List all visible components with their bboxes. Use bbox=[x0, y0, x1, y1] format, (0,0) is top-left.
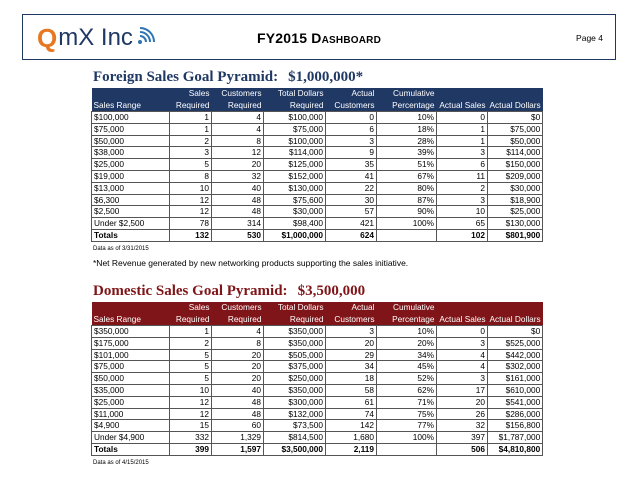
table-cell: $98,400 bbox=[264, 218, 326, 230]
table-cell: 58 bbox=[326, 384, 377, 396]
table-cell: $152,000 bbox=[264, 170, 326, 182]
table-cell: 3 bbox=[170, 147, 212, 159]
table-cell: 2 bbox=[170, 337, 212, 349]
table-cell: 26 bbox=[437, 408, 488, 420]
table-cell: 20 bbox=[212, 373, 264, 385]
table-row bbox=[92, 170, 543, 182]
column-header: Cumulative bbox=[377, 88, 437, 99]
table-cell: $541,000 bbox=[488, 396, 543, 408]
table-cell: $132,000 bbox=[264, 408, 326, 420]
table-cell: $2,500 bbox=[92, 206, 170, 218]
table-cell: $18,900 bbox=[488, 194, 543, 206]
table-cell: 10 bbox=[170, 182, 212, 194]
table-cell: 5 bbox=[170, 349, 212, 361]
table-row bbox=[92, 361, 543, 373]
header-row bbox=[92, 302, 543, 313]
table-cell: $0 bbox=[488, 326, 543, 338]
table-row bbox=[92, 112, 543, 124]
table-cell: 45% bbox=[377, 361, 437, 373]
column-header: Actual Dollars bbox=[489, 314, 541, 324]
table-cell: 18% bbox=[377, 123, 437, 135]
table-row bbox=[92, 420, 543, 432]
table-cell: 51% bbox=[377, 159, 437, 171]
totals-cell: 624 bbox=[326, 229, 377, 241]
totals-cell: Totals bbox=[92, 443, 170, 455]
table-cell: $161,000 bbox=[488, 373, 543, 385]
table-cell: $505,000 bbox=[264, 349, 326, 361]
table-cell: 12 bbox=[212, 147, 264, 159]
table-cell: $286,000 bbox=[488, 408, 543, 420]
table-cell: $25,000 bbox=[92, 396, 170, 408]
foreign-data-date: Data as of 3/31/2015 bbox=[93, 246, 149, 252]
column-header: Required bbox=[212, 313, 264, 326]
table-cell: $30,000 bbox=[264, 206, 326, 218]
table-cell: 3 bbox=[326, 326, 377, 338]
totals-cell: $4,810,800 bbox=[488, 443, 543, 455]
table-cell: $300,000 bbox=[264, 396, 326, 408]
table-cell: $50,000 bbox=[92, 135, 170, 147]
column-header: Sales Range bbox=[92, 99, 170, 112]
column-header: Sales bbox=[170, 88, 212, 99]
column-header bbox=[488, 302, 543, 313]
page-number: Page 4 bbox=[576, 33, 603, 43]
table-cell: $125,000 bbox=[264, 159, 326, 171]
column-header: Sales Range bbox=[92, 313, 170, 326]
table-cell: 87% bbox=[377, 194, 437, 206]
table-cell: $250,000 bbox=[264, 373, 326, 385]
table-row bbox=[92, 194, 543, 206]
table-cell: $73,500 bbox=[264, 420, 326, 432]
totals-cell: 102 bbox=[437, 229, 488, 241]
column-header: Cumulative bbox=[377, 302, 437, 313]
table-cell: 39% bbox=[377, 147, 437, 159]
table-cell: 48 bbox=[212, 194, 264, 206]
table-cell: $75,000 bbox=[92, 361, 170, 373]
table-cell: $100,000 bbox=[92, 112, 170, 124]
domestic-data-date: Data as of 4/15/2015 bbox=[93, 460, 149, 466]
table-cell: 80% bbox=[377, 182, 437, 194]
table-cell: 48 bbox=[212, 408, 264, 420]
table-cell: $75,600 bbox=[264, 194, 326, 206]
table-cell: 52% bbox=[377, 373, 437, 385]
page-title: FY2015 Dashboard bbox=[256, 30, 381, 46]
column-header: Required bbox=[212, 99, 264, 112]
column-header: Required bbox=[264, 99, 326, 112]
table-cell: 15 bbox=[170, 420, 212, 432]
table-cell: 12 bbox=[170, 206, 212, 218]
column-header: Required bbox=[170, 313, 212, 326]
table-cell: 12 bbox=[170, 396, 212, 408]
table-cell: 65 bbox=[437, 218, 488, 230]
table-cell: 4 bbox=[212, 112, 264, 124]
table-row bbox=[92, 349, 543, 361]
foreign-title-text: Foreign Sales Goal Pyramid: bbox=[93, 69, 279, 85]
table-cell: 20 bbox=[212, 159, 264, 171]
column-header bbox=[488, 88, 543, 99]
table-cell: 0 bbox=[326, 112, 377, 124]
header-row bbox=[92, 313, 543, 326]
column-header: Actual bbox=[326, 302, 377, 313]
column-header: Customers bbox=[212, 88, 264, 99]
column-header bbox=[92, 302, 170, 313]
table-cell: 1 bbox=[437, 123, 488, 135]
table-cell: $375,000 bbox=[264, 361, 326, 373]
totals-cell: $801,900 bbox=[488, 229, 543, 241]
table-row bbox=[92, 218, 543, 230]
column-header bbox=[437, 88, 488, 99]
table-cell: $350,000 bbox=[264, 326, 326, 338]
table-cell: 12 bbox=[170, 408, 212, 420]
foreign-footnote: *Net Revenue generated by new networking products supporting the sales initiative. bbox=[93, 258, 409, 268]
table-cell: 20 bbox=[437, 396, 488, 408]
column-header: Required bbox=[170, 99, 212, 112]
totals-cell: $3,500,000 bbox=[264, 443, 326, 455]
table-cell: 28% bbox=[377, 135, 437, 147]
domestic-section-title bbox=[93, 283, 365, 300]
table-cell: 314 bbox=[212, 218, 264, 230]
totals-row bbox=[92, 443, 543, 455]
table-row bbox=[92, 182, 543, 194]
table-cell: 77% bbox=[377, 420, 437, 432]
column-header: Actual bbox=[326, 88, 377, 99]
totals-cell: 132 bbox=[170, 229, 212, 241]
table-cell: 100% bbox=[377, 432, 437, 444]
table-cell: $4,900 bbox=[92, 420, 170, 432]
table-cell: $50,000 bbox=[92, 373, 170, 385]
domestic-sales-table bbox=[91, 302, 543, 456]
table-cell: 3 bbox=[437, 194, 488, 206]
table-cell: 3 bbox=[437, 373, 488, 385]
logo-letter-q: Q bbox=[37, 23, 58, 53]
table-row bbox=[92, 147, 543, 159]
table-cell: 10 bbox=[170, 384, 212, 396]
table-cell: 34% bbox=[377, 349, 437, 361]
table-cell: $13,000 bbox=[92, 182, 170, 194]
column-header: Total Dollars bbox=[264, 302, 326, 313]
table-cell: 3 bbox=[437, 337, 488, 349]
column-header: Actual Sales bbox=[437, 99, 488, 112]
table-cell: 32 bbox=[437, 420, 488, 432]
table-cell: $350,000 bbox=[92, 326, 170, 338]
table-cell: 142 bbox=[326, 420, 377, 432]
table-cell: $75,000 bbox=[264, 123, 326, 135]
table-cell: 22 bbox=[326, 182, 377, 194]
foreign-goal-amount: $1,000,000* bbox=[288, 69, 364, 85]
table-cell: 20 bbox=[212, 361, 264, 373]
table-cell: 20 bbox=[326, 337, 377, 349]
table-cell: $101,000 bbox=[92, 349, 170, 361]
table-cell: $114,000 bbox=[488, 147, 543, 159]
table-row bbox=[92, 206, 543, 218]
totals-row bbox=[92, 229, 543, 241]
foreign-sales-table bbox=[91, 88, 543, 242]
table-row bbox=[92, 373, 543, 385]
column-header: Actual Sales bbox=[437, 313, 488, 326]
table-cell: $19,000 bbox=[92, 170, 170, 182]
table-cell: 2 bbox=[437, 182, 488, 194]
foreign-section-title bbox=[93, 69, 363, 86]
table-cell: $442,000 bbox=[488, 349, 543, 361]
totals-cell: 530 bbox=[212, 229, 264, 241]
column-header bbox=[437, 302, 488, 313]
table-cell: 4 bbox=[437, 349, 488, 361]
table-cell: $75,000 bbox=[92, 123, 170, 135]
table-row bbox=[92, 326, 543, 338]
column-header: Customers bbox=[212, 302, 264, 313]
table-cell: 1 bbox=[437, 135, 488, 147]
table-cell: $30,000 bbox=[488, 182, 543, 194]
table-cell: 1 bbox=[170, 326, 212, 338]
table-row bbox=[92, 384, 543, 396]
table-cell: 10% bbox=[377, 326, 437, 338]
table-cell: 48 bbox=[212, 206, 264, 218]
table-cell: 17 bbox=[437, 384, 488, 396]
column-header: Sales bbox=[170, 302, 212, 313]
table-cell: 4 bbox=[212, 123, 264, 135]
table-cell: $25,000 bbox=[92, 159, 170, 171]
table-cell: 100% bbox=[377, 218, 437, 230]
table-cell: 8 bbox=[212, 135, 264, 147]
table-cell: $75,000 bbox=[488, 123, 543, 135]
table-cell: 5 bbox=[170, 159, 212, 171]
totals-cell: $1,000,000 bbox=[264, 229, 326, 241]
table-cell: 48 bbox=[212, 396, 264, 408]
table-cell: 11 bbox=[437, 170, 488, 182]
table-cell: Under $4,900 bbox=[92, 432, 170, 444]
column-header: Customers bbox=[326, 99, 377, 112]
table-cell: 57 bbox=[326, 206, 377, 218]
table-cell: $1,787,000 bbox=[488, 432, 543, 444]
table-cell: 0 bbox=[437, 326, 488, 338]
table-cell: $130,000 bbox=[488, 218, 543, 230]
table-cell: $0 bbox=[488, 112, 543, 124]
table-cell: $175,000 bbox=[92, 337, 170, 349]
table-cell: 0 bbox=[437, 112, 488, 124]
table-cell: 30 bbox=[326, 194, 377, 206]
table-cell: 40 bbox=[212, 182, 264, 194]
table-cell: 6 bbox=[437, 159, 488, 171]
table-cell: $50,000 bbox=[488, 135, 543, 147]
table-cell: 90% bbox=[377, 206, 437, 218]
table-cell: 3 bbox=[326, 135, 377, 147]
column-header: Customers bbox=[326, 313, 377, 326]
table-cell: 1 bbox=[170, 123, 212, 135]
dashboard-header bbox=[22, 14, 616, 60]
totals-cell: 399 bbox=[170, 443, 212, 455]
table-cell: 10% bbox=[377, 112, 437, 124]
table-cell: $25,000 bbox=[488, 206, 543, 218]
table-row bbox=[92, 135, 543, 147]
table-cell: $100,000 bbox=[264, 135, 326, 147]
table-cell: 2 bbox=[170, 135, 212, 147]
table-cell: 332 bbox=[170, 432, 212, 444]
table-cell: $130,000 bbox=[264, 182, 326, 194]
table-cell: 6 bbox=[326, 123, 377, 135]
table-cell: 1 bbox=[170, 112, 212, 124]
table-cell: $610,000 bbox=[488, 384, 543, 396]
table-cell: 35 bbox=[326, 159, 377, 171]
totals-cell bbox=[377, 443, 437, 455]
table-cell: 34 bbox=[326, 361, 377, 373]
totals-cell: 1,597 bbox=[212, 443, 264, 455]
table-cell: $6,300 bbox=[92, 194, 170, 206]
table-cell: 421 bbox=[326, 218, 377, 230]
table-row bbox=[92, 123, 543, 135]
logo-text: mX Inc bbox=[58, 24, 133, 51]
domestic-title-text: Domestic Sales Goal Pyramid: bbox=[93, 283, 288, 299]
table-cell: 8 bbox=[212, 337, 264, 349]
table-cell: $114,000 bbox=[264, 147, 326, 159]
table-cell: 8 bbox=[170, 170, 212, 182]
table-cell: $302,000 bbox=[488, 361, 543, 373]
table-cell: 78 bbox=[170, 218, 212, 230]
table-cell: Under $2,500 bbox=[92, 218, 170, 230]
table-cell: 1,329 bbox=[212, 432, 264, 444]
table-cell: 1,680 bbox=[326, 432, 377, 444]
column-header bbox=[92, 88, 170, 99]
table-cell: $35,000 bbox=[92, 384, 170, 396]
table-cell: $11,000 bbox=[92, 408, 170, 420]
table-row bbox=[92, 337, 543, 349]
table-cell: 41 bbox=[326, 170, 377, 182]
table-cell: 32 bbox=[212, 170, 264, 182]
column-header: Percentage bbox=[377, 99, 437, 112]
header-row bbox=[92, 88, 543, 99]
column-header: Actual Dollars bbox=[489, 100, 541, 110]
totals-cell: Totals bbox=[92, 229, 170, 241]
table-cell: 5 bbox=[170, 373, 212, 385]
table-cell: $150,000 bbox=[488, 159, 543, 171]
table-cell: $525,000 bbox=[488, 337, 543, 349]
table-cell: 40 bbox=[212, 384, 264, 396]
table-cell: 9 bbox=[326, 147, 377, 159]
table-cell: 29 bbox=[326, 349, 377, 361]
table-row bbox=[92, 396, 543, 408]
table-cell: 18 bbox=[326, 373, 377, 385]
table-cell: 71% bbox=[377, 396, 437, 408]
table-cell: 67% bbox=[377, 170, 437, 182]
totals-cell: 2,119 bbox=[326, 443, 377, 455]
table-cell: 3 bbox=[437, 147, 488, 159]
table-cell: 60 bbox=[212, 420, 264, 432]
column-header: Total Dollars bbox=[264, 88, 326, 99]
table-cell: $38,000 bbox=[92, 147, 170, 159]
table-cell: 5 bbox=[170, 361, 212, 373]
table-cell: 10 bbox=[437, 206, 488, 218]
table-cell: 74 bbox=[326, 408, 377, 420]
table-row bbox=[92, 432, 543, 444]
totals-cell bbox=[377, 229, 437, 241]
table-cell: 62% bbox=[377, 384, 437, 396]
table-cell: $209,000 bbox=[488, 170, 543, 182]
table-cell: $814,500 bbox=[264, 432, 326, 444]
column-header: Required bbox=[264, 313, 326, 326]
table-cell: $350,000 bbox=[264, 337, 326, 349]
domestic-goal-amount: $3,500,000 bbox=[297, 283, 366, 299]
table-cell: 12 bbox=[170, 194, 212, 206]
table-row bbox=[92, 159, 543, 171]
table-cell: 61 bbox=[326, 396, 377, 408]
table-cell: $350,000 bbox=[264, 384, 326, 396]
table-cell: 75% bbox=[377, 408, 437, 420]
table-cell: 397 bbox=[437, 432, 488, 444]
table-cell: $156,800 bbox=[488, 420, 543, 432]
totals-cell: 506 bbox=[437, 443, 488, 455]
table-cell: 4 bbox=[437, 361, 488, 373]
table-row bbox=[92, 408, 543, 420]
table-cell: 20% bbox=[377, 337, 437, 349]
table-cell: 4 bbox=[212, 326, 264, 338]
table-cell: 20 bbox=[212, 349, 264, 361]
column-header: Percentage bbox=[377, 313, 437, 326]
table-cell: $100,000 bbox=[264, 112, 326, 124]
header-row bbox=[92, 99, 543, 112]
